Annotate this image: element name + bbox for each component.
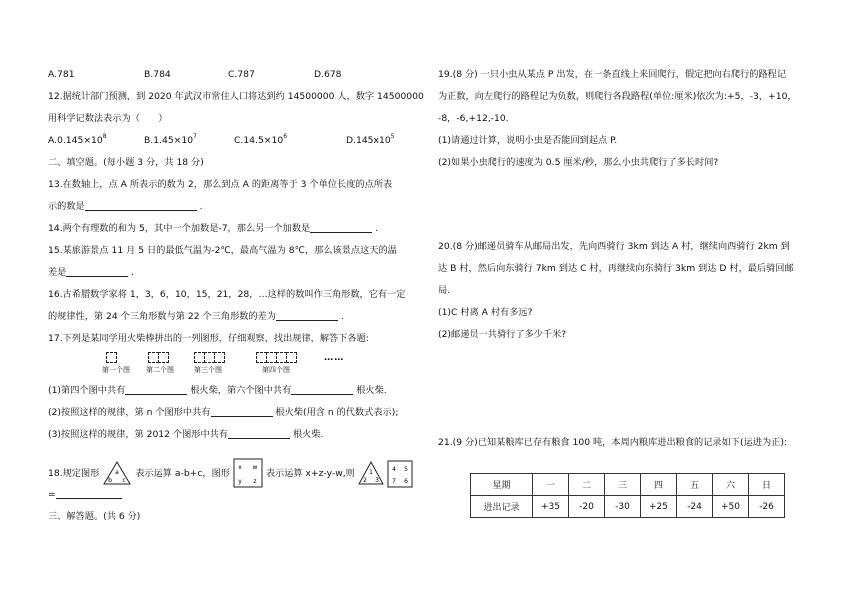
- q12-text-1: 12.据统计部门预测，到 2020 年武汉市常住人口将达到约 14500000 人，数字 14500000: [48, 91, 424, 102]
- q18-equals: =: [48, 489, 56, 500]
- table-cell: 四: [641, 474, 677, 496]
- q18-text-a: 18.规定图形: [48, 468, 100, 479]
- q18-answer-blank[interactable]: [56, 487, 122, 499]
- figure-3: [194, 352, 228, 364]
- q14-text: 14.两个有理数的和为 5，其中一个加数是-7，那么另一个加数是 .: [48, 223, 379, 234]
- q16-text-1: 16.古希腊数学家将 1，3，6，10，15，21，28，…这样的数叫作三角形数，它有一定: [48, 289, 406, 300]
- q16-answer-blank[interactable]: [276, 309, 338, 321]
- figure-4-label: 第四个图: [262, 366, 290, 374]
- ellipsis: ……: [324, 352, 345, 363]
- q15-text-2-label: 差是: [48, 267, 67, 278]
- q20-part-1: (1)C 村离 A 村有多远?: [438, 307, 533, 318]
- table-cell: 二: [569, 474, 605, 496]
- q17-1-text-a: (1)第四个图中共有: [48, 385, 126, 396]
- q12-options: [48, 130, 422, 152]
- table-cell: -24: [677, 496, 713, 518]
- table-cell: +35: [533, 496, 569, 518]
- q12-option-c-base: C.14.5×10: [234, 135, 284, 146]
- q17-part-2: [48, 402, 422, 424]
- section-3-heading: 三、解答题。(共 6 分): [48, 511, 141, 522]
- q18-answer-line: [48, 484, 422, 506]
- table-cell: -20: [569, 496, 605, 518]
- q17-3-blank[interactable]: [228, 427, 290, 439]
- svg-text:y: y: [238, 478, 242, 485]
- q17-part-3: [48, 424, 422, 446]
- table-cell: +25: [641, 496, 677, 518]
- table-cell: 星期: [471, 474, 533, 496]
- triangle-operator-shape: [102, 460, 132, 486]
- svg-text:2: 2: [362, 477, 367, 484]
- q20-text-3: 局.: [438, 285, 451, 296]
- q12-option-a-base: A.0.145×10: [48, 135, 103, 146]
- table-header-row: [471, 474, 785, 496]
- q19-part-1: (1)请通过计算，说明小虫是否能回到起点 P.: [438, 135, 618, 146]
- svg-text:1: 1: [368, 469, 373, 476]
- q18-text-b: 表示运算 a-b+c，图形: [135, 468, 230, 479]
- q19-text-1: 19.(8 分) 一只小虫从某点 P 出发，在一条直线上来回爬行，假定把向右爬行的路程记: [438, 69, 787, 80]
- section-2-heading: 二、填空题。(每小题 3 分，共 18 分): [48, 157, 204, 168]
- q17-2-blank[interactable]: [211, 405, 273, 417]
- q20-text-2: 达 B 村，然后向东骑行 7km 到达 C 村，再继续向东骑行 3km 到达 D 村，最后骑回邮: [438, 263, 794, 274]
- figure-2-label: 第二个图: [146, 366, 174, 374]
- q16-text-2-label: 的规律性，第 24 个三角形数与第 22 个三角形数的差为: [48, 311, 276, 322]
- q17-2-text-a: (2)按照这样的规律，第 n 个图形中共有: [48, 407, 211, 418]
- table-cell: 进出记录: [471, 496, 533, 518]
- q17-part-1: [48, 380, 422, 402]
- figure-4: [256, 352, 300, 364]
- q17-1-text-c: 根火柴.: [356, 385, 387, 396]
- q11-option-c: C.787: [228, 69, 255, 80]
- q19-part-2: (2)如果小虫爬行的速度为 0.5 厘米/秒，那么小虫共爬行了多长时间?: [438, 157, 719, 168]
- q13-text-2-label: 示的数是: [48, 201, 85, 212]
- table-cell: 日: [749, 474, 785, 496]
- q17-1-text-b: 根火柴，第六个图中共有: [190, 385, 292, 396]
- figure-1: [106, 352, 118, 364]
- q19-text-2: 为正数，向左爬行的路程记为负数，则爬行各段路程(单位:厘米)依次为:+5，-3，+10，: [438, 91, 797, 102]
- q18-text-c: 表示运算 x+z-y-w,则: [265, 468, 355, 479]
- svg-text:5: 5: [403, 466, 408, 473]
- q12-option-c: [234, 130, 287, 152]
- svg-text:b: b: [108, 477, 113, 484]
- q15-answer-blank[interactable]: [66, 265, 128, 277]
- svg-text:x: x: [238, 464, 242, 471]
- q17-1-blank-1[interactable]: [125, 383, 187, 395]
- q18-line: [48, 458, 422, 484]
- q13-text-1: 13.在数轴上，点 A 所表示的数为 2，那么到点 A 的距离等于 3 个单位长度的点所表: [48, 179, 393, 190]
- svg-text:4: 4: [391, 466, 396, 473]
- q17-3-text-b: 根火柴.: [292, 429, 324, 440]
- q12-option-c-exp: 6: [283, 133, 288, 140]
- svg-text:w: w: [252, 464, 258, 471]
- table-cell: 六: [713, 474, 749, 496]
- q11-option-b: B.784: [144, 69, 171, 80]
- figure-2: [148, 352, 172, 364]
- figure-1-label: 第一个图: [102, 366, 130, 374]
- triangle-operand-shape: [358, 460, 384, 486]
- q15-text-2: 差是 .: [48, 267, 135, 278]
- grain-record-table: [470, 473, 785, 518]
- q12-option-d-exp: 5: [390, 133, 395, 140]
- q19-text-3: -8，-6,+12,-10.: [438, 113, 509, 124]
- q13-answer-blank[interactable]: [85, 199, 197, 211]
- q15-text-1: 15.某旅游景点 11 月 5 日的最低气温为-2℃，最高气温为 8℃，那么该景点这天的温: [48, 245, 397, 256]
- q12-option-d: [346, 130, 395, 152]
- q17-2-text-b: 根火柴(用含 n 的代数式表示);: [275, 407, 399, 418]
- q11-option-a: A.781: [48, 69, 75, 80]
- q14-label: 14.两个有理数的和为 5，其中一个加数是-7，那么另一个加数是: [48, 223, 311, 234]
- table-cell: -30: [605, 496, 641, 518]
- q12-option-b: [144, 130, 197, 152]
- svg-text:a: a: [115, 469, 120, 476]
- q17-1-blank-2[interactable]: [291, 383, 353, 395]
- table-cell: 三: [605, 474, 641, 496]
- q12-text-2: 用科学记数法表示为（ ）: [48, 113, 168, 124]
- q11-option-d: D.678: [314, 69, 342, 80]
- table-cell: 五: [677, 474, 713, 496]
- svg-text:3: 3: [374, 477, 379, 484]
- q13-text-2: 示的数是 .: [48, 201, 203, 212]
- left-column: [48, 64, 422, 528]
- q21-text: 21.(9 分)已知某粮库已存有粮食 100 吨，本周内粮库进出粮食的记录如下(运进为正):: [438, 437, 787, 448]
- svg-text:7: 7: [391, 478, 396, 485]
- q12-option-a: [48, 130, 107, 152]
- table-cell: 一: [533, 474, 569, 496]
- figure-3-label: 第三个图: [194, 366, 222, 374]
- table-cell: +50: [713, 496, 749, 518]
- q12-option-b-base: B.1.45×10: [144, 135, 194, 146]
- q16-text-2: 的规律性，第 24 个三角形数与第 22 个三角形数的差为 .: [48, 311, 344, 322]
- q20-part-2: (2)邮递员一共骑行了多少千米?: [438, 329, 567, 340]
- q17-3-text-a: (3)按照这样的规律，第 2012 个图形中共有: [48, 429, 229, 440]
- q11-options: [48, 64, 422, 86]
- svg-text:z: z: [253, 478, 257, 485]
- q12-option-a-exp: 8: [102, 133, 107, 140]
- table-cell: -26: [749, 496, 785, 518]
- q12-option-d-base: D.145x10: [346, 135, 391, 146]
- table-row: [471, 496, 785, 518]
- q12-option-b-exp: 7: [193, 133, 197, 140]
- svg-text:6: 6: [403, 478, 408, 485]
- q14-answer-blank[interactable]: [310, 221, 372, 233]
- matchstick-figures: [102, 350, 422, 380]
- right-column: [438, 64, 818, 454]
- q20-text-1: 20.(8 分)邮递员骑车从邮局出发，先向西骑行 3km 到达 A 村，继续向西骑行 2km 到: [438, 241, 790, 252]
- q17-intro: 17.下列是某同学用火柴棒拼出的一列图形，仔细观察，找出规律，解答下各题:: [48, 333, 369, 344]
- svg-text:c: c: [122, 477, 126, 484]
